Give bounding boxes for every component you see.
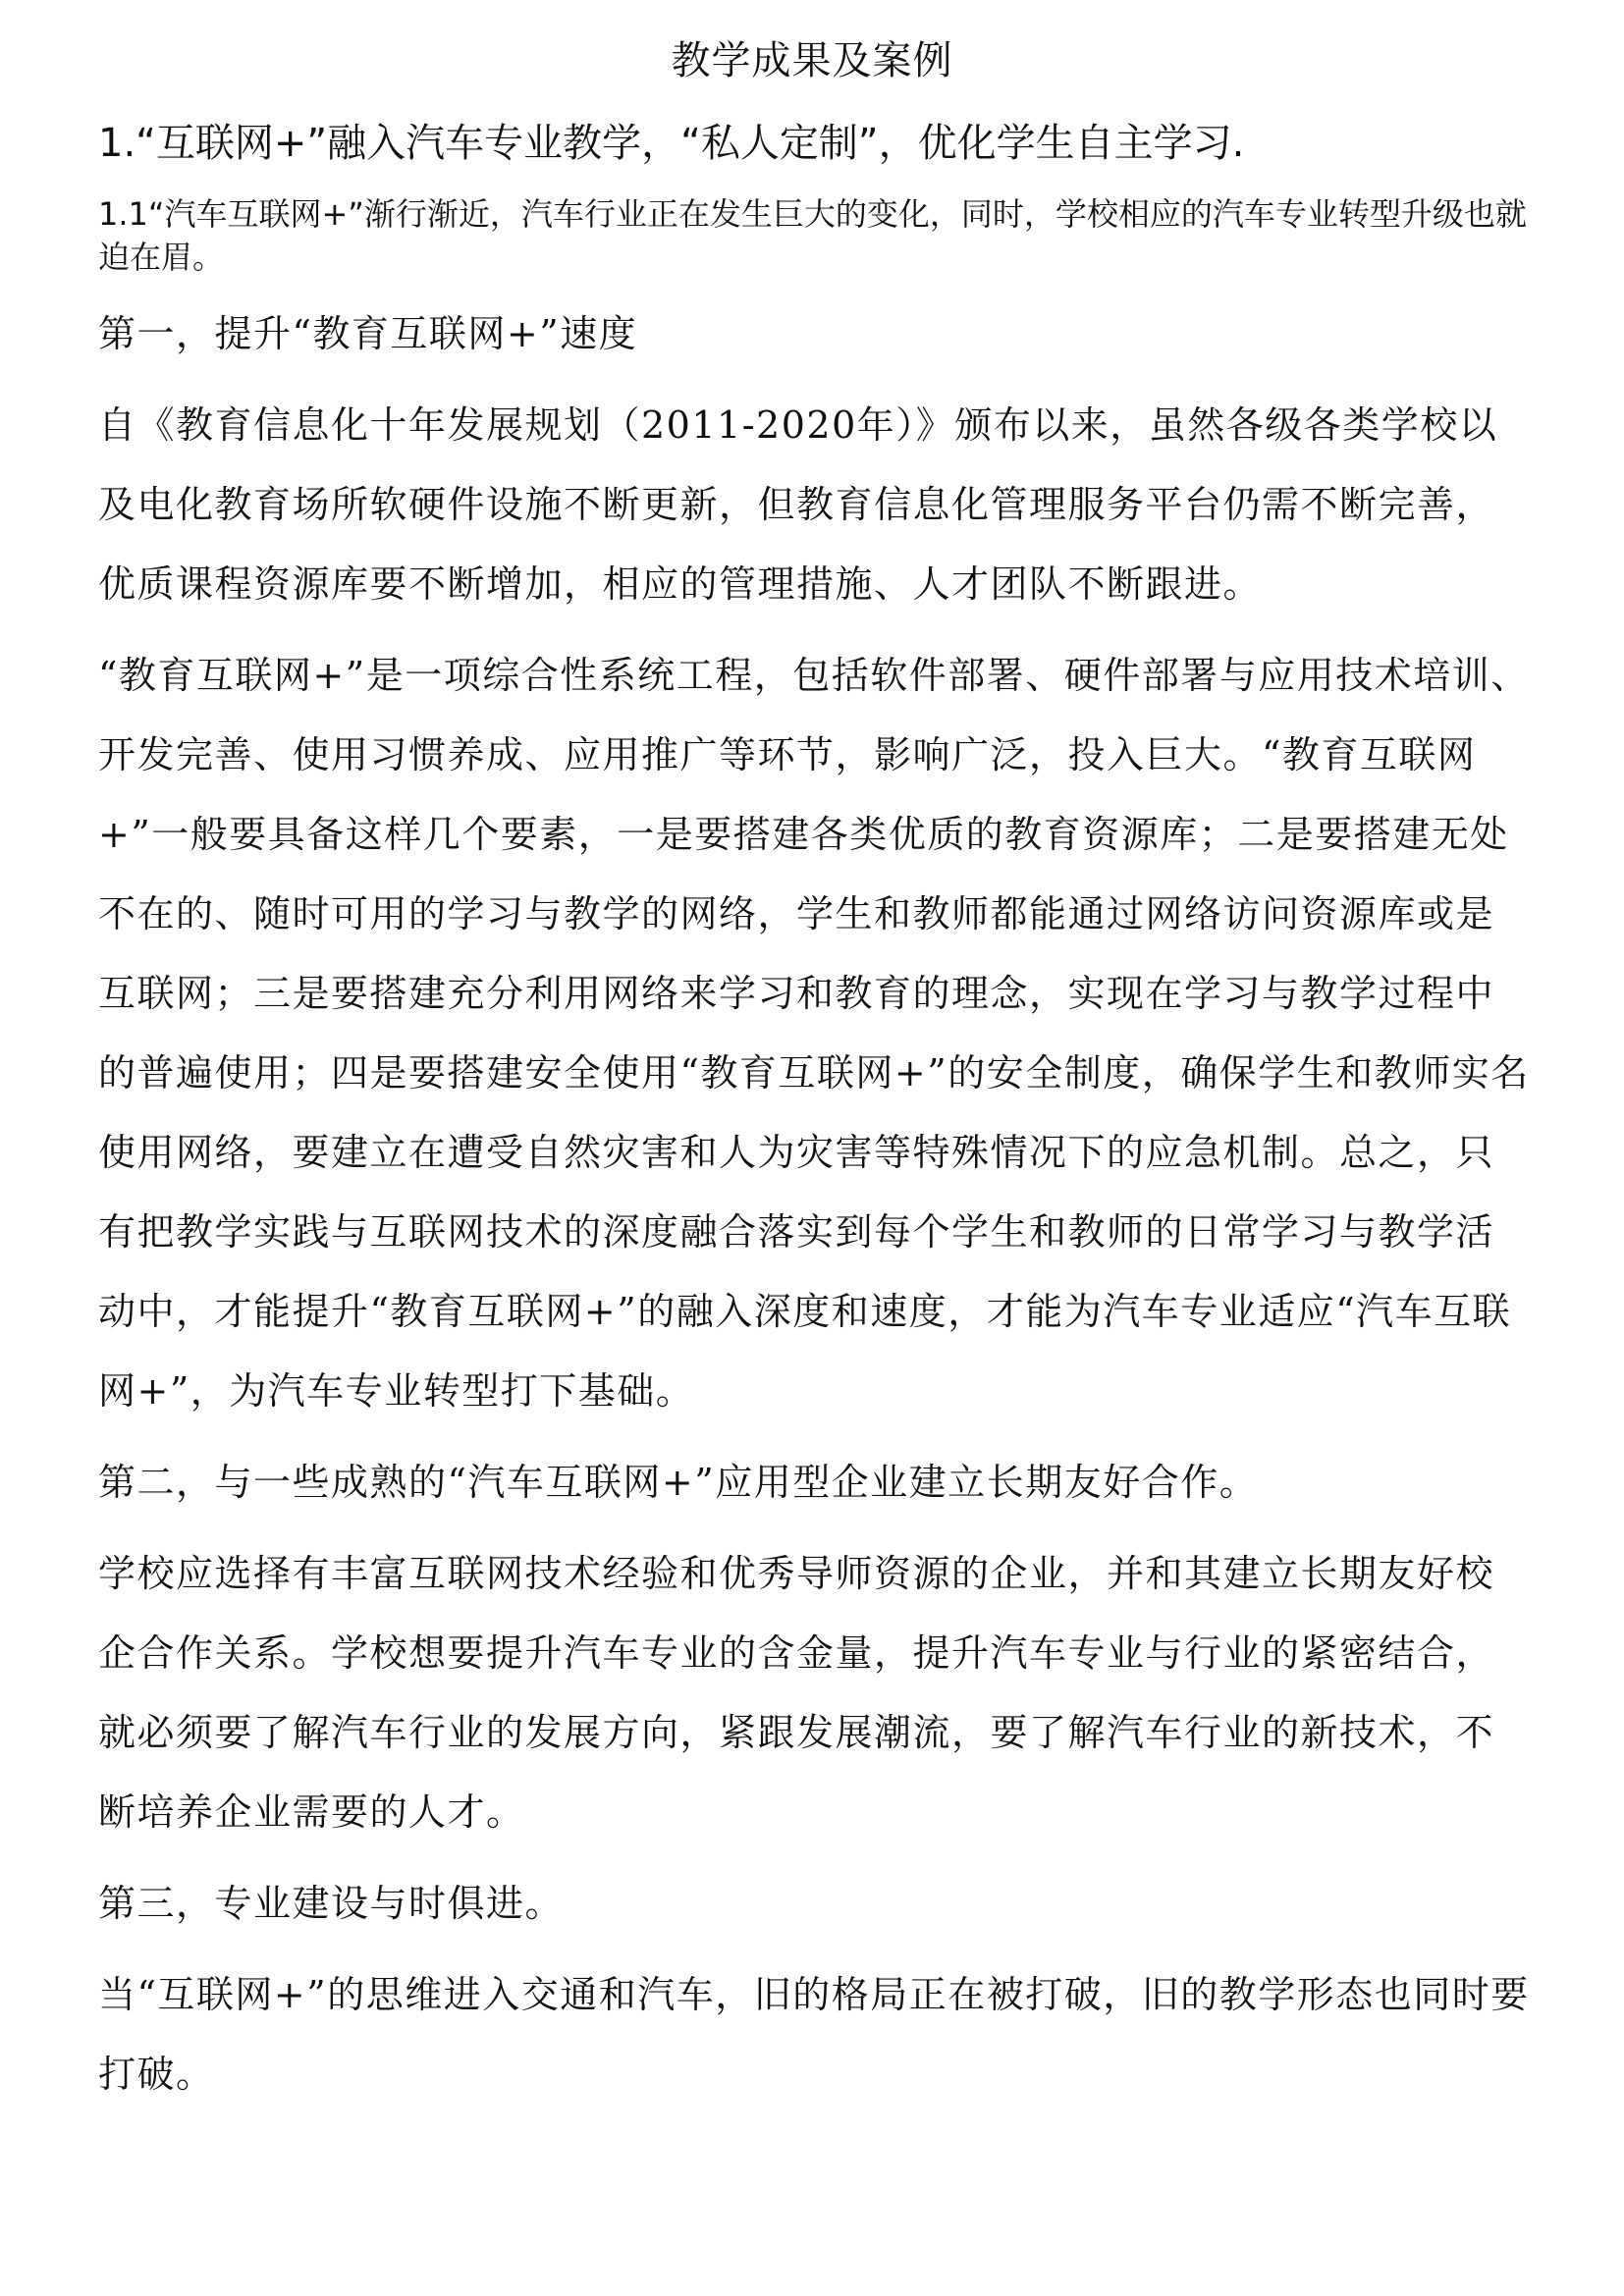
section-heading: 1.“互联网+”融入汽车专业教学，“私人定制”，优化学生自主学习. (98, 121, 1245, 166)
subsection-heading: 1.1“汽车互联网+”渐行渐近，汽车行业正在发生巨大的变化，同时，学校相应的汽车专业转型升级也就迫在眉。 (98, 195, 1527, 276)
paragraph: 当“互联网+”的思维进入交通和汽车，旧的格局正在被打破，旧的教学形态也同时要打破。 (98, 1973, 1530, 2096)
paragraph-point-two: 第二，与一些成熟的“汽车互联网+”应用型企业建立长期友好合作。 (98, 1461, 1259, 1504)
document-title: 教学成果及案例 (671, 38, 953, 83)
paragraph: 学校应选择有丰富互联网技术经验和优秀导师资源的企业，并和其建立长期友好校企合作关系。学校想要提升汽车专业的含金量，提升汽车专业与行业的紧密结合，就必须要了解汽车行业的发展方向，紧跟发展潮流，要了解汽车行业的新技术，不断培养企业需要的人才。 (98, 1552, 1495, 1834)
paragraph-point-one: 第一，提升“教育互联网+”速度 (98, 312, 638, 355)
paragraph: “教育互联网+”是一项综合性系统工程，包括软件部署、硬件部署与应用技术培训、开发完善、使用习惯养成、应用推广等环节，影响广泛，投入巨大。“教育互联网+”一般要具备这样几个要素，一是要搭建各类优质的教育资源库；二是要搭建无处不在的、随时可用的学习与教学的网络，学生和教师都能通过网络访问资源库或是互联网；三是要搭建充分利用网络来学习和教育的理念，实现在学习与教学过程中的普遍使用；四是要搭建安全使用“教育互联网+”的安全制度，确保学生和教师实名使用网络，要建立在遭受自然灾害和人为灾害等特殊情况下的应急机制。总之，只有把教学实践与互联网技术的深度融合落实到每个学生和教师的日常学习与教学活动中，才能提升“教育互联网+”的融入深度和速度，才能为汽车专业适应“汽车互联网+”，为汽车专业转型打下基础。 (98, 654, 1530, 1413)
body-text (98, 294, 1532, 2126)
paragraph-point-three: 第三，专业建设与时俱进。 (98, 1882, 565, 1925)
paragraph: 自《教育信息化十年发展规划（2011-2020年）》颁布以来，虽然各级各类学校以及电化教育场所软硬件设施不断更新，但教育信息化管理服务平台仍需不断完善，优质课程资源库要不断增加，相应的管理措施、人才团队不断跟进。 (98, 403, 1498, 606)
